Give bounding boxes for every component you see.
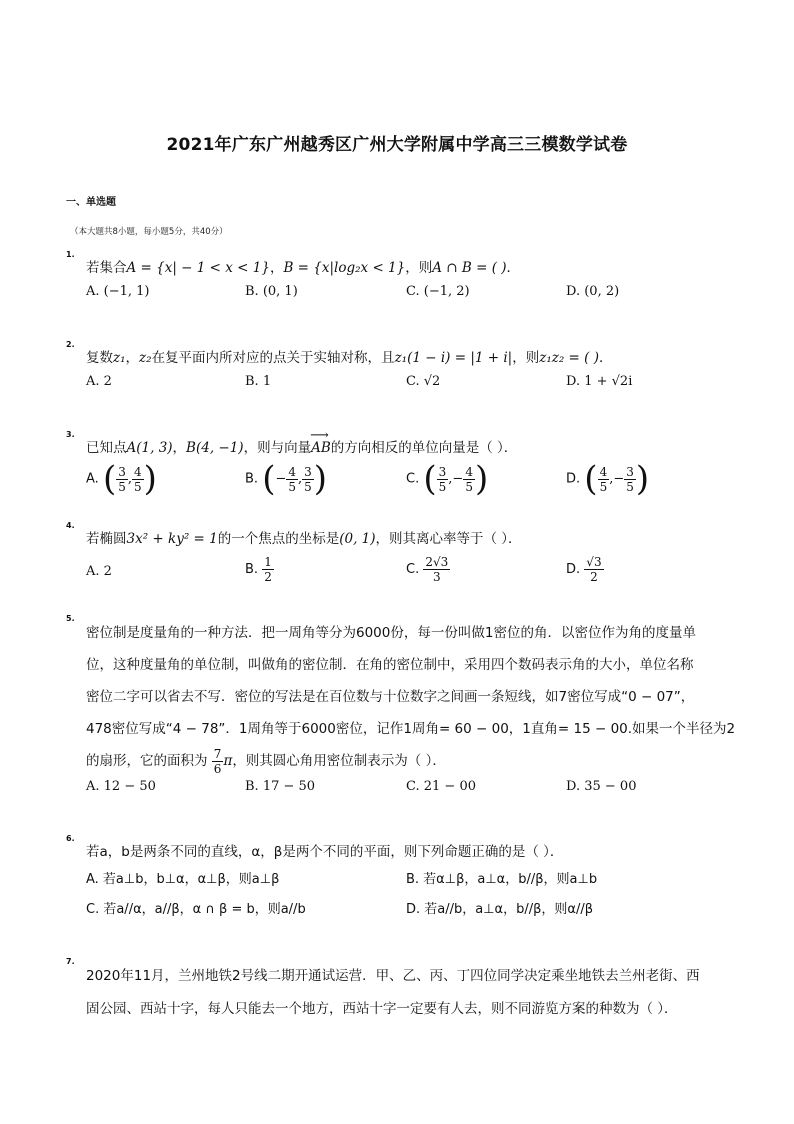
math-expr: B = {x|log₂x < 1} [283,260,406,276]
math-expr: B(4, −1) [186,440,244,456]
fraction [286,465,298,494]
option-c [406,555,450,584]
right-paren: ) [313,459,328,499]
math-expr: A(1, 3) [126,440,173,456]
option-b: B. (0, 1) [245,284,298,299]
stem-line: 位，这种度量角的单位制，叫做角的密位制．在角的密位制中，采用四个数码表示角的大小，单位名称 [86,657,694,673]
numerator: 1 [264,555,272,569]
stem-text: 已知点 [86,440,127,456]
options-row [86,555,736,593]
question-4 [66,521,736,593]
option-b: B. 1 [245,374,272,389]
comma: , [298,471,303,487]
comma: , [448,471,453,487]
stem-text: 的一个焦点的坐标是 [217,531,340,547]
option-a: A. (−1, 1) [86,284,150,299]
left-paren: ( [102,459,117,499]
question-2 [66,340,736,396]
option-b [245,459,328,499]
numerator: 3 [118,464,126,479]
fraction [423,555,450,584]
question-1 [66,250,736,306]
stem-line [86,745,736,779]
fraction [584,555,603,584]
denominator: 5 [288,479,297,494]
option-b: B. 若α⊥β，a⊥α，b//β，则a⊥b [406,872,598,887]
option-d: D. 若a//b，a⊥α，b//β，则α//β [406,902,594,917]
option-letter: D. [566,562,581,577]
question-number: 2. [66,340,75,349]
sign: − [452,471,464,487]
denominator: 2 [264,570,272,584]
numerator: 2√3 [425,555,449,569]
option-d [566,459,650,499]
numerator: 4 [288,464,297,479]
section-note: （本大题共8小题，每小题5分，共40分） [70,227,228,237]
stem-text: 在复平面内所对应的点关于实轴对称，且 [151,350,395,366]
numerator: 3 [626,464,634,479]
numerator: 4 [465,464,473,479]
denominator: 5 [118,479,126,494]
option-c [406,459,489,499]
option-a: A. 12 − 50 [86,779,156,794]
question-number: 5. [66,614,75,623]
option-a [86,459,157,499]
math-expr: z₁(1 − i) = |1 + i| [394,350,513,366]
question-number: 1. [66,250,75,259]
comma: , [127,471,132,487]
stem-text: 复数 [86,350,113,366]
math-expr: A ∩ B = ( ) [432,260,507,276]
stem-text: 的方向相反的单位向量是（ ）． [330,440,518,456]
denominator: 5 [438,479,447,494]
left-paren: ( [262,459,276,499]
numerator: √3 [586,555,602,569]
fraction [624,465,636,494]
denominator: 5 [626,479,634,494]
denominator: 5 [599,479,608,494]
numerator: 3 [438,464,447,479]
options-row [86,374,736,396]
options-row [86,284,736,306]
option-b: B. 17 − 50 [245,779,316,794]
option-letter: A. [86,471,99,487]
stem-line: 密位制是度量角的一种方法．把一周角等分为6000份，每一份叫做1密位的角．以密位作为角的度量单 [86,625,696,641]
numerator: 4 [599,464,608,479]
option-a: A. 2 [86,564,112,579]
question-stem [86,253,736,284]
question-number: 7. [66,957,75,966]
fraction [262,555,274,584]
sign: − [275,471,287,487]
question-stem [86,343,736,374]
option-letter: C. [406,562,420,577]
denominator: 5 [465,479,473,494]
math-expr: z₁ [113,350,126,366]
option-c: C. 21 − 00 [406,779,476,794]
question-6 [66,834,736,928]
denominator: 5 [133,479,142,494]
fraction [598,465,610,494]
option-c: C. (−1, 2) [406,284,470,299]
denominator: 6 [213,761,222,776]
math-expr: z₂ [139,350,152,366]
stem-text: 若椭圆 [86,531,127,547]
option-letter: B. [245,471,259,487]
options-row [86,868,736,898]
option-d: D. (0, 2) [566,284,620,299]
stem-line: 478密位写成“4 − 78”．1周角等于6000密位，记作1周角= 60 − 00，1直角= 15 − 00.如果一个半径为2 [86,721,736,737]
stem-line: 密位二字可以省去不写．密位的写法是在百位数与十位数字之间画一条短线，如7密位写成“0 − 07”， [86,689,695,705]
right-paren: ) [143,459,157,499]
question-3 [66,430,736,502]
numerator: 7 [213,746,222,761]
section-heading: 一、单选题 [66,197,116,208]
option-c: C. 若a//α，a//β，α ∩ β = b，则a//b [86,902,306,917]
fraction [437,465,449,494]
stem-line: 2020年11月，兰州地铁2号线二期开通试运营．甲、乙、丙、丁四位同学决定乘坐地铁去兰州老街、西 [86,968,700,984]
question-stem [86,617,736,779]
option-c: C. √2 [406,374,441,389]
option-letter: B. [245,562,259,577]
question-number: 4. [66,521,75,530]
left-paren: ( [584,459,598,499]
question-stem: 若a，b是两条不同的直线，α，β是两个不同的平面，则下列命题正确的是（ ）． [86,844,564,860]
options-row [86,779,736,801]
option-d: D. 1 + √2i [566,374,633,389]
left-paren: ( [423,459,437,499]
fraction [132,465,144,494]
right-paren: ) [474,459,489,499]
math-expr: 3x² + ky² = 1 [126,531,218,547]
stem-text: ，则 [405,260,433,276]
comma: , [609,471,614,487]
question-5 [66,614,736,801]
question-7 [66,957,736,1026]
stem-text: 若集合 [86,260,127,276]
denominator: 3 [433,570,441,584]
question-stem [86,524,736,555]
stem-text: ． [506,260,521,276]
right-paren: ) [635,459,650,499]
stem-line: 固公园、西站十字，每人只能去一个地方，西站十字一定要有人去，则不同游览方案的种数为（ ）． [86,1001,678,1017]
stem-text: ，则与向量 [243,440,312,456]
denominator: 2 [590,570,598,584]
numerator: 4 [133,464,142,479]
option-letter: C. [406,471,420,487]
options-row [86,898,736,928]
fraction [212,747,224,776]
fraction [302,465,314,494]
question-number: 3. [66,430,75,439]
fraction [116,465,128,494]
option-a: A. 若a⊥b，b⊥α，α⊥β，则a⊥β [86,872,280,887]
exam-title: 2021年广东广州越秀区广州大学附属中学高三三模数学试卷 [166,135,628,155]
question-number: 6. [66,834,75,843]
stem-text: ，则其圆心角用密位制表示为（ ）． [232,753,446,769]
option-d: D. 35 − 00 [566,779,637,794]
stem-text: ，则其离心率等于（ ）． [375,531,522,547]
stem-text: 的扇形，它的面积为 [86,753,208,769]
numerator: 3 [304,464,312,479]
stem-text: ， [269,260,284,276]
math-expr: z₁z₂ = ( ) [539,350,599,366]
pi-symbol: π [223,753,233,769]
stem-text: ， [172,440,187,456]
math-expr: A = {x| − 1 < x < 1} [126,260,270,276]
stem-text: ． [599,350,613,366]
option-d [566,555,604,584]
question-stem [86,960,736,1026]
stem-text: ，则 [512,350,540,366]
option-letter: D. [566,471,581,487]
option-b [245,555,274,584]
options-row [86,459,736,502]
vector-ab: ⟶ AB [311,433,331,464]
stem-text: ， [125,350,140,366]
option-a: A. 2 [86,374,112,389]
sign: − [613,471,625,487]
denominator: 5 [304,479,312,494]
fraction [463,465,475,494]
math-expr: (0, 1) [339,531,376,547]
